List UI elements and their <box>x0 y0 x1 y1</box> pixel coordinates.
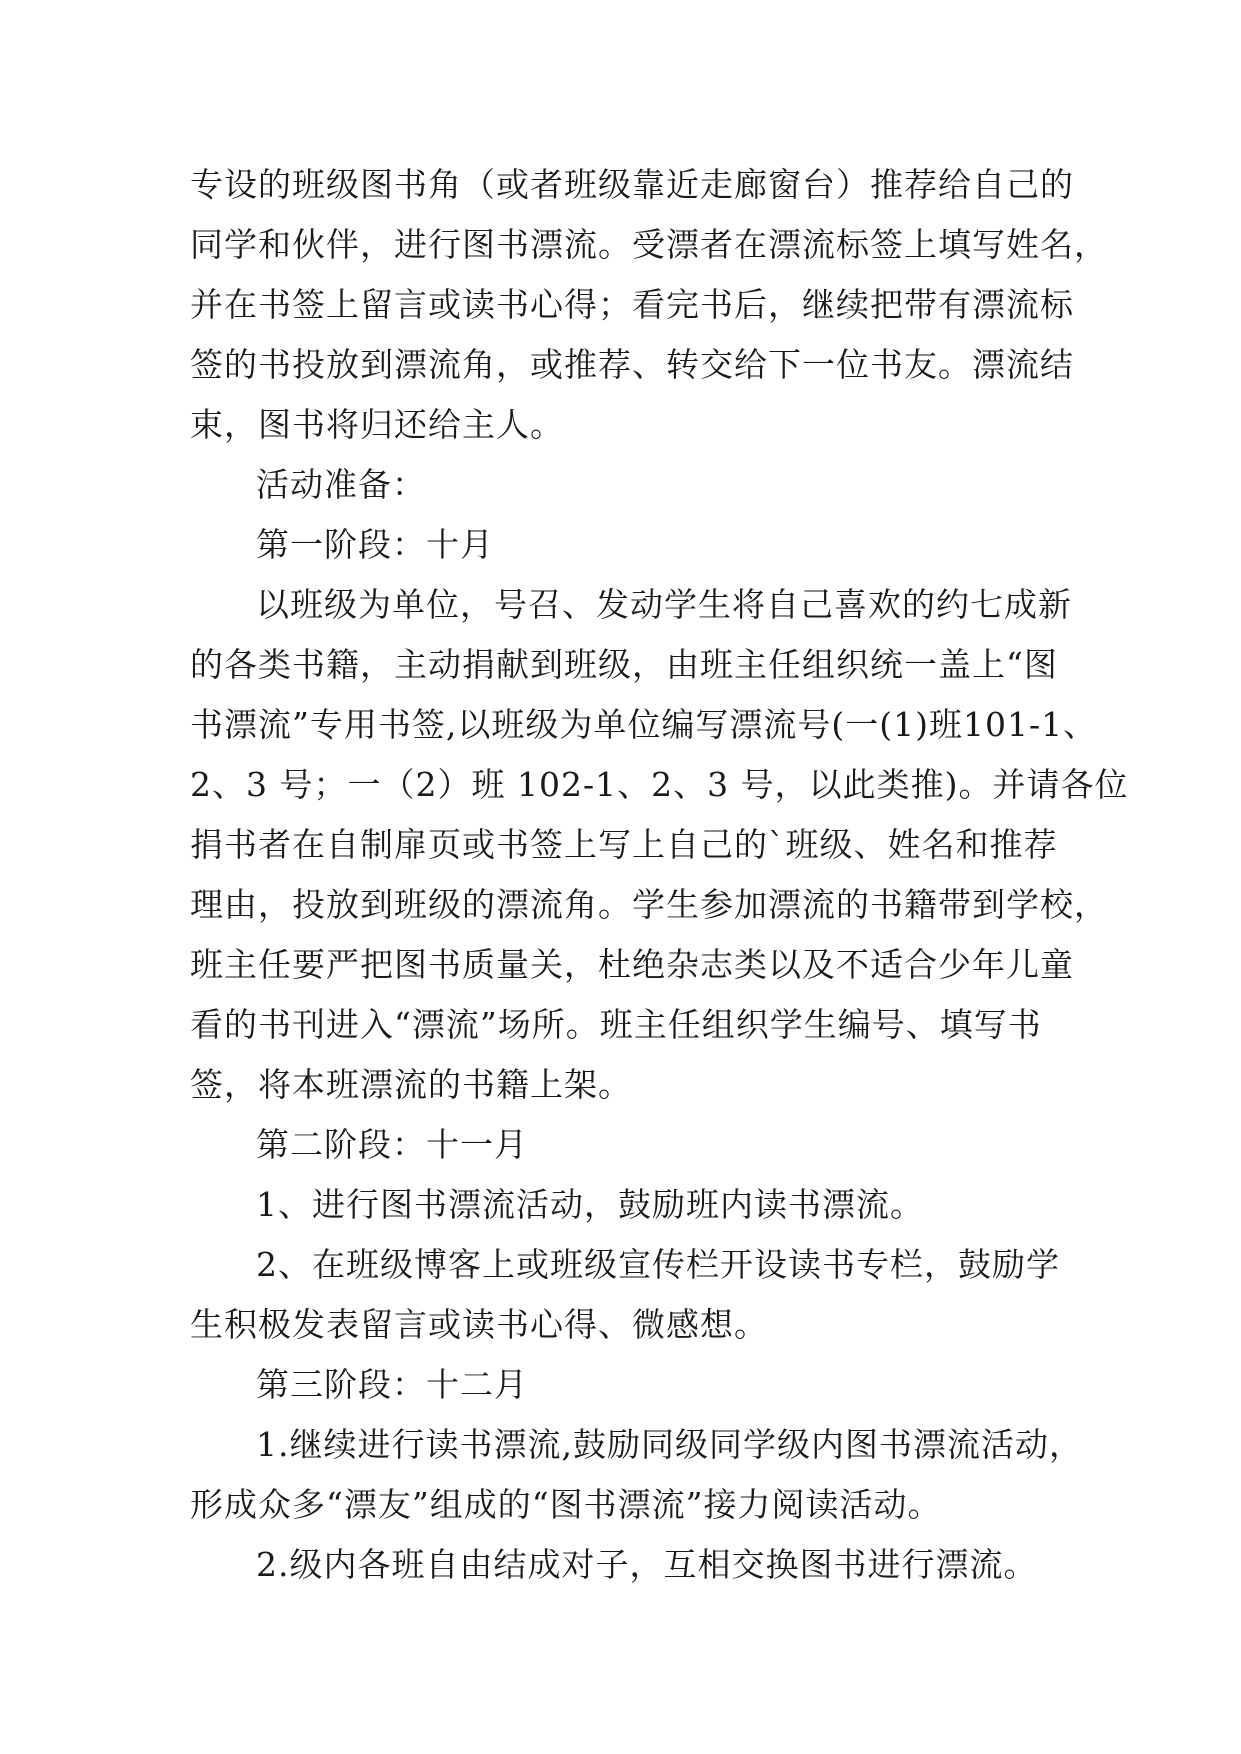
text-line: 2、3 号；一（2）班 102-1、2、3 号，以此类推)。并请各位 <box>190 765 1129 804</box>
list-item: 2.级内各班自由结成对子，互相交换图书进行漂流。 <box>256 1545 1038 1584</box>
text-line: 的各类书籍，主动捐献到班级，由班主任组织统一盖上“图 <box>190 645 1058 684</box>
text-line: 同学和伙伴，进行图书漂流。受漂者在漂流标签上填写姓名， <box>190 225 1108 264</box>
text-line: 理由，投放到班级的漂流角。学生参加漂流的书籍带到学校， <box>190 885 1108 924</box>
text-line: 专设的班级图书角（或者班级靠近走廊窗台）推荐给自己的 <box>190 165 1074 204</box>
text-line: 签，将本班漂流的书籍上架。 <box>190 1065 632 1104</box>
text-line: 签的书投放到漂流角，或推荐、转交给下一位书友。漂流结 <box>190 345 1074 384</box>
text-line: 书漂流”专用书签,以班级为单位编写漂流号(一(1)班101-1、 <box>190 705 1098 744</box>
list-item: 2、在班级博客上或班级宣传栏开设读书专栏，鼓励学 <box>256 1245 1060 1284</box>
text-line: 形成众多“漂友”组成的“图书漂流”接力阅读活动。 <box>190 1485 942 1524</box>
text-line: 捐书者在自制扉页或书签上写上自己的`班级、姓名和推荐 <box>190 825 1058 864</box>
text-line: 班主任要严把图书质量关，杜绝杂志类以及不适合少年儿童 <box>190 945 1074 984</box>
stage-heading: 第一阶段：十月 <box>256 525 494 564</box>
list-item: 1.继续进行读书漂流,鼓励同级同学级内图书漂流活动， <box>256 1425 1083 1464</box>
text-line: 生积极发表留言或读书心得、微感想。 <box>190 1305 768 1344</box>
text-line: 并在书签上留言或读书心得；看完书后，继续把带有漂流标 <box>190 285 1074 324</box>
stage-heading: 第二阶段：十一月 <box>256 1125 528 1164</box>
paragraph-start: 以班级为单位，号召、发动学生将自己喜欢的约七成新 <box>256 585 1072 624</box>
stage-heading: 第三阶段：十二月 <box>256 1365 528 1404</box>
section-heading: 活动准备： <box>256 465 426 504</box>
document-page <box>190 155 1129 1595</box>
list-item: 1、进行图书漂流活动，鼓励班内读书漂流。 <box>256 1185 924 1224</box>
text-line: 看的书刊进入“漂流”场所。班主任组织学生编号、填写书 <box>190 1005 1042 1044</box>
text-line: 束，图书将归还给主人。 <box>190 405 564 444</box>
